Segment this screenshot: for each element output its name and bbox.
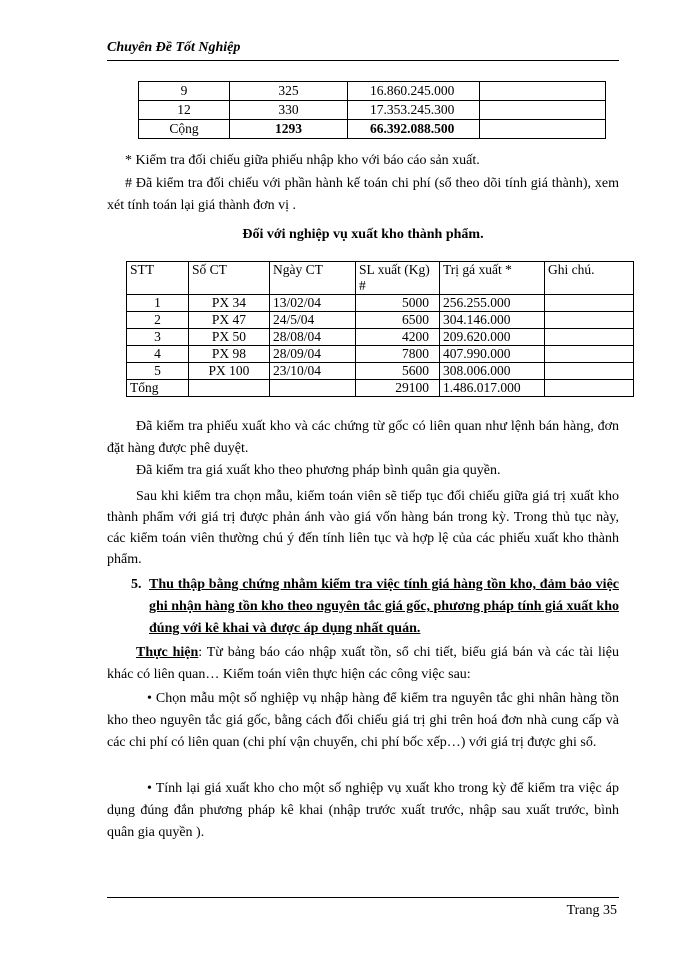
table-cell (480, 101, 606, 120)
bullet-1: • Chọn mẫu một số nghiệp vụ nhập hàng để kiểm tra nguyên tắc ghi nhân hàng tồn kho theo nguyên tắc giá gốc, bằng cách đối chiếu giá trị ghi trên hoá đơn nhà cung cấp và các chi phí có liên quan (chi phí vận chuyển, chi phí bốc xếp…) với giá trị được ghi sổ. (107, 691, 619, 750)
table-cell: 1.486.017.000 (440, 380, 545, 397)
note-1: * Kiểm tra đối chiếu giữa phiếu nhập kho với báo cáo sản xuất. (125, 153, 480, 168)
table-row (139, 101, 606, 120)
table-cell: 16.860.245.000 (348, 82, 480, 101)
table-cell: 5000 (356, 295, 440, 312)
paragraph-3: Sau khi kiểm tra chọn mẫu, kiểm toán viên sẽ tiếp tục đối chiếu giữa giá trị xuất kho thành phẩm với giá trị được phản ánh vào giá vốn hàng bán trong kỳ. Trong thủ tục này, các kiểm toán viên thường chú ý đến tính liên tục và hợp lệ của các phiếu xuất kho thành phẩm. (107, 489, 619, 567)
table-cell: 330 (230, 101, 348, 120)
table-cell: 1293 (230, 120, 348, 139)
table-cell: 209.620.000 (440, 329, 545, 346)
table-cell: PX 34 (189, 295, 270, 312)
table-cell (189, 380, 270, 397)
paragraph-1: Đã kiểm tra phiếu xuất kho và các chứng từ gốc có liên quan như lệnh bán hàng, đơn đặt hàng được phê duyệt. (107, 419, 619, 456)
table-cell: Tổng (127, 380, 189, 397)
table-total-row (139, 120, 606, 139)
table-cell (270, 380, 356, 397)
table-cell: 256.255.000 (440, 295, 545, 312)
table-row (139, 82, 606, 101)
table-header-cell: Ghi chú. (545, 262, 634, 295)
note-2: # Đã kiểm tra đối chiếu với phần hành kế toán chi phí (sổ theo dõi tính giá thành), xem xét tính toán lại giá thành đơn vị . (107, 176, 619, 213)
table-cell (545, 295, 634, 312)
table-cell: 6500 (356, 312, 440, 329)
table-cell: 304.146.000 (440, 312, 545, 329)
table-cell: 308.006.000 (440, 363, 545, 380)
table-row (127, 312, 634, 329)
table-row (127, 363, 634, 380)
table-cell: 24/5/04 (270, 312, 356, 329)
implementation-text: : Từ bảng báo cáo nhập xuất tồn, sổ chi tiết, biểu giá bán và các tài liệu khác có liên quan… Kiểm toán viên thực hiện các công việc sau: (107, 645, 619, 682)
table-cell: Cộng (139, 120, 230, 139)
table-cell: 1 (127, 295, 189, 312)
table-cell: PX 100 (189, 363, 270, 380)
table-header-cell: Trị gá xuất * (440, 262, 545, 295)
table-cell: 12 (139, 101, 230, 120)
table-cell: 23/10/04 (270, 363, 356, 380)
section-title: Đối với nghiệp vụ xuất kho thành phẩm. (242, 227, 484, 242)
production-table (138, 81, 606, 139)
table-cell (480, 82, 606, 101)
table-cell (480, 120, 606, 139)
table-cell: 5600 (356, 363, 440, 380)
table-cell: PX 50 (189, 329, 270, 346)
table-header-cell: Ngày CT (270, 262, 356, 295)
header-divider (107, 60, 619, 61)
table-cell: 407.990.000 (440, 346, 545, 363)
table-header-cell: Số CT (189, 262, 270, 295)
section-heading-text: Thu thập bằng chứng nhằm kiểm tra việc tính giá hàng tồn kho, đảm bảo việc ghi nhận hàng tồn kho theo nguyên tắc giá gốc, phương pháp tính giá xuất kho đúng với kê khai và được áp dụng nhất quán. (149, 577, 619, 636)
table-cell: PX 98 (189, 346, 270, 363)
implementation-label: Thực hiện (136, 645, 199, 660)
table-cell: 17.353.245.300 (348, 101, 480, 120)
page-header-title: Chuyên Đề Tốt Nghiệp (107, 40, 241, 55)
table-row (127, 346, 634, 363)
footer-divider (107, 897, 619, 898)
table-cell: 9 (139, 82, 230, 101)
table-cell (545, 380, 634, 397)
table-cell: PX 47 (189, 312, 270, 329)
table-cell: 3 (127, 329, 189, 346)
table-cell: 4 (127, 346, 189, 363)
table-cell: 7800 (356, 346, 440, 363)
section-number: 5. (131, 577, 142, 592)
table-cell: 5 (127, 363, 189, 380)
table-header-cell: SL xuất (Kg) # (356, 262, 440, 295)
table-row (127, 329, 634, 346)
page-number: Trang 35 (566, 903, 617, 918)
table-cell (545, 363, 634, 380)
table-cell: 28/08/04 (270, 329, 356, 346)
paragraph-2: Đã kiểm tra giá xuất kho theo phương pháp bình quân gia quyền. (136, 463, 501, 478)
table-cell: 29100 (356, 380, 440, 397)
export-table (126, 261, 634, 397)
table-cell (545, 346, 634, 363)
table-cell: 66.392.088.500 (348, 120, 480, 139)
table-cell: 28/09/04 (270, 346, 356, 363)
bullet-2: • Tính lại giá xuất kho cho một số nghiệp vụ xuất kho trong kỳ để kiểm tra việc áp dụng đúng đắn phương pháp kê khai (nhập trước xuất trước, nhập sau xuất trước, bình quân gia quyền ). (107, 781, 619, 840)
table-row (127, 295, 634, 312)
table-cell (545, 329, 634, 346)
table-cell: 325 (230, 82, 348, 101)
table-cell: 2 (127, 312, 189, 329)
table-header-row (127, 262, 634, 295)
implementation-paragraph (107, 642, 619, 686)
table-header-cell: STT (127, 262, 189, 295)
table-cell (545, 312, 634, 329)
table-total-row (127, 380, 634, 397)
table-cell: 4200 (356, 329, 440, 346)
table-cell: 13/02/04 (270, 295, 356, 312)
